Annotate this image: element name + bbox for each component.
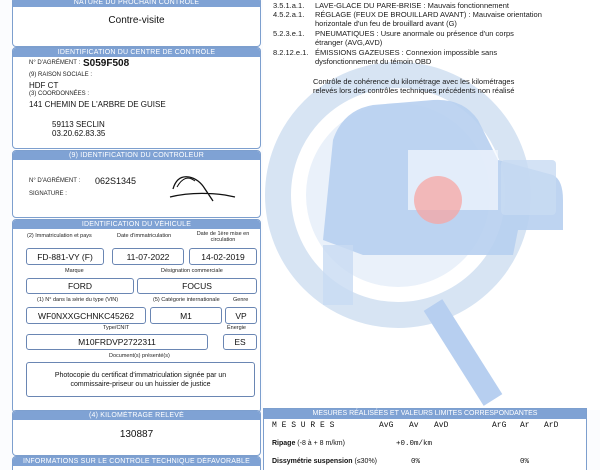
panel-header: MESURES RÉALISÉES ET VALEURS LIMITES CORRESPONDANTES [264, 409, 586, 419]
defect-code: 8.2.12.e.1. [273, 48, 309, 57]
measures-panel [263, 408, 587, 470]
docs-label: Document(s) présenté(s) [109, 353, 170, 359]
mileage-panel [12, 410, 261, 456]
panel-header: IDENTIFICATION DU VÉHICULE [13, 220, 260, 229]
controller-agrement-value: 062S1345 [95, 176, 137, 186]
energie-value: ES [223, 334, 257, 350]
date-immat-label: Date d'immatriculation [117, 233, 172, 239]
date-first-label: Date de 1ère mise en circulation [196, 231, 250, 243]
vin-value: WF0NXXGCHNKC45262 [26, 307, 146, 324]
next-control-value: Contre-visite [108, 15, 165, 26]
measure-row [272, 458, 377, 465]
vin-label: (1) N° dans la série du type (VIN) [37, 297, 119, 303]
defect-text: LAVE-GLACE DU PARE-BRISE : Mauvais fonctionnement [315, 1, 509, 10]
marque-value: FORD [26, 278, 134, 294]
defect-text: dysfonctionnement du témoin OBD [315, 57, 432, 66]
defect-text: étranger (AVG,AVD) [315, 38, 383, 47]
energie-label: Énergie [227, 325, 246, 331]
controller-panel [12, 150, 261, 218]
categorie-value: M1 [150, 307, 222, 324]
col-avg: AvG [379, 421, 394, 430]
col-ar: Ar [520, 421, 530, 430]
info-panel [12, 456, 261, 470]
mileage-value: 130887 [119, 429, 154, 440]
center-phone: 03.20.62.83.35 [52, 129, 106, 138]
measure-label: Ripage [272, 440, 296, 447]
measure-av-value: 0% [411, 458, 421, 466]
signature-label: SIGNATURE : [29, 191, 67, 197]
raison-value: HDF CT [29, 81, 59, 90]
defect-code: 3.5.1.a.1. [273, 1, 305, 10]
center-address: 141 CHEMIN DE L'ARBRE DE GUISE [29, 100, 166, 109]
measure-range: (-8 à + 8 m/km) [297, 440, 345, 447]
center-agrement-label: N° D'AGRÉMENT : [29, 60, 81, 66]
date-first-value: 14-02-2019 [189, 248, 257, 265]
raison-label: (9) RAISON SOCIALE : [29, 72, 93, 78]
defect-text: RÉGLAGE (FEUX DE BROUILLARD AVANT) : Mauvaise orientation [315, 10, 542, 19]
docs-value: Photocopie du certificat d'immatriculation signée par un commissaire-priseur ou un huissier de justice [26, 362, 255, 397]
mileage-note: Contrôle de cohérence du kilométrage avec les kilométrages [313, 77, 515, 86]
measure-ar-value: 0% [520, 458, 530, 466]
defect-text: PNEUMATIQUES : Usure anormale ou présence d'un corps [315, 29, 514, 38]
defect-code: 4.5.2.a.1. [273, 10, 305, 19]
marque-label: Marque [65, 268, 84, 274]
defect-text: horizontale d'un feu de brouillard avant (G) [315, 19, 457, 28]
controller-agrement-label: N° D'AGRÉMENT : [29, 178, 81, 184]
panel-header: NATURE DU PROCHAIN CONTRÔLE [13, 0, 260, 7]
center-agrement-value: S059F508 [83, 58, 130, 69]
designation-value: FOCUS [137, 278, 257, 294]
mileage-note: relevés lors des contrôles techniques précédents non réalisé [313, 86, 515, 95]
col-av: Av [409, 421, 419, 430]
type-value: M10FRDVP2722311 [26, 334, 208, 350]
immat-label: (2) Immatriculation et pays [27, 233, 92, 239]
measure-label: Dissymétrie suspension [272, 458, 353, 465]
designation-label: Désignation commerciale [161, 268, 223, 274]
genre-value: VP [225, 307, 257, 324]
defect-text: ÉMISSIONS GAZEUSES : Connexion impossible sans [315, 48, 498, 57]
measure-range: (≤30%) [354, 458, 377, 465]
measure-row [272, 440, 345, 447]
center-panel [12, 47, 261, 149]
panel-header: (4) KILOMÉTRAGE RELEVÉ [13, 411, 260, 420]
defect-code: 5.2.3.e.1. [273, 29, 305, 38]
technical-control-emblem-icon [263, 0, 600, 410]
center-city: 59113 SECLIN [52, 120, 105, 129]
report-right-area [263, 0, 600, 410]
next-control-panel [12, 0, 261, 47]
col-avd: AvD [434, 421, 449, 430]
vehicle-panel [12, 219, 261, 413]
type-label: Type/CNIT [103, 325, 130, 331]
genre-label: Genre [233, 297, 249, 303]
measure-value: +0.0m/km [396, 440, 433, 448]
panel-header: INFORMATIONS SUR LE CONTRÔLE TECHNIQUE DÉFAVORABLE [13, 457, 260, 466]
coord-label: (3) COORDONNÉES : [29, 91, 90, 97]
immat-value: FD-881-VY (F) [26, 248, 104, 265]
panel-header: IDENTIFICATION DU CENTRE DE CONTRÔLE [13, 48, 260, 57]
date-immat-value: 11-07-2022 [112, 248, 184, 265]
col-ard: ArD [544, 421, 559, 430]
measures-title: M E S U R E S [272, 421, 335, 430]
panel-header: (9) IDENTIFICATION DU CONTRÔLEUR [13, 151, 260, 160]
signature-icon [165, 167, 245, 207]
categorie-label: (5) Catégorie internationale [153, 297, 220, 303]
col-arg: ArG [492, 421, 507, 430]
